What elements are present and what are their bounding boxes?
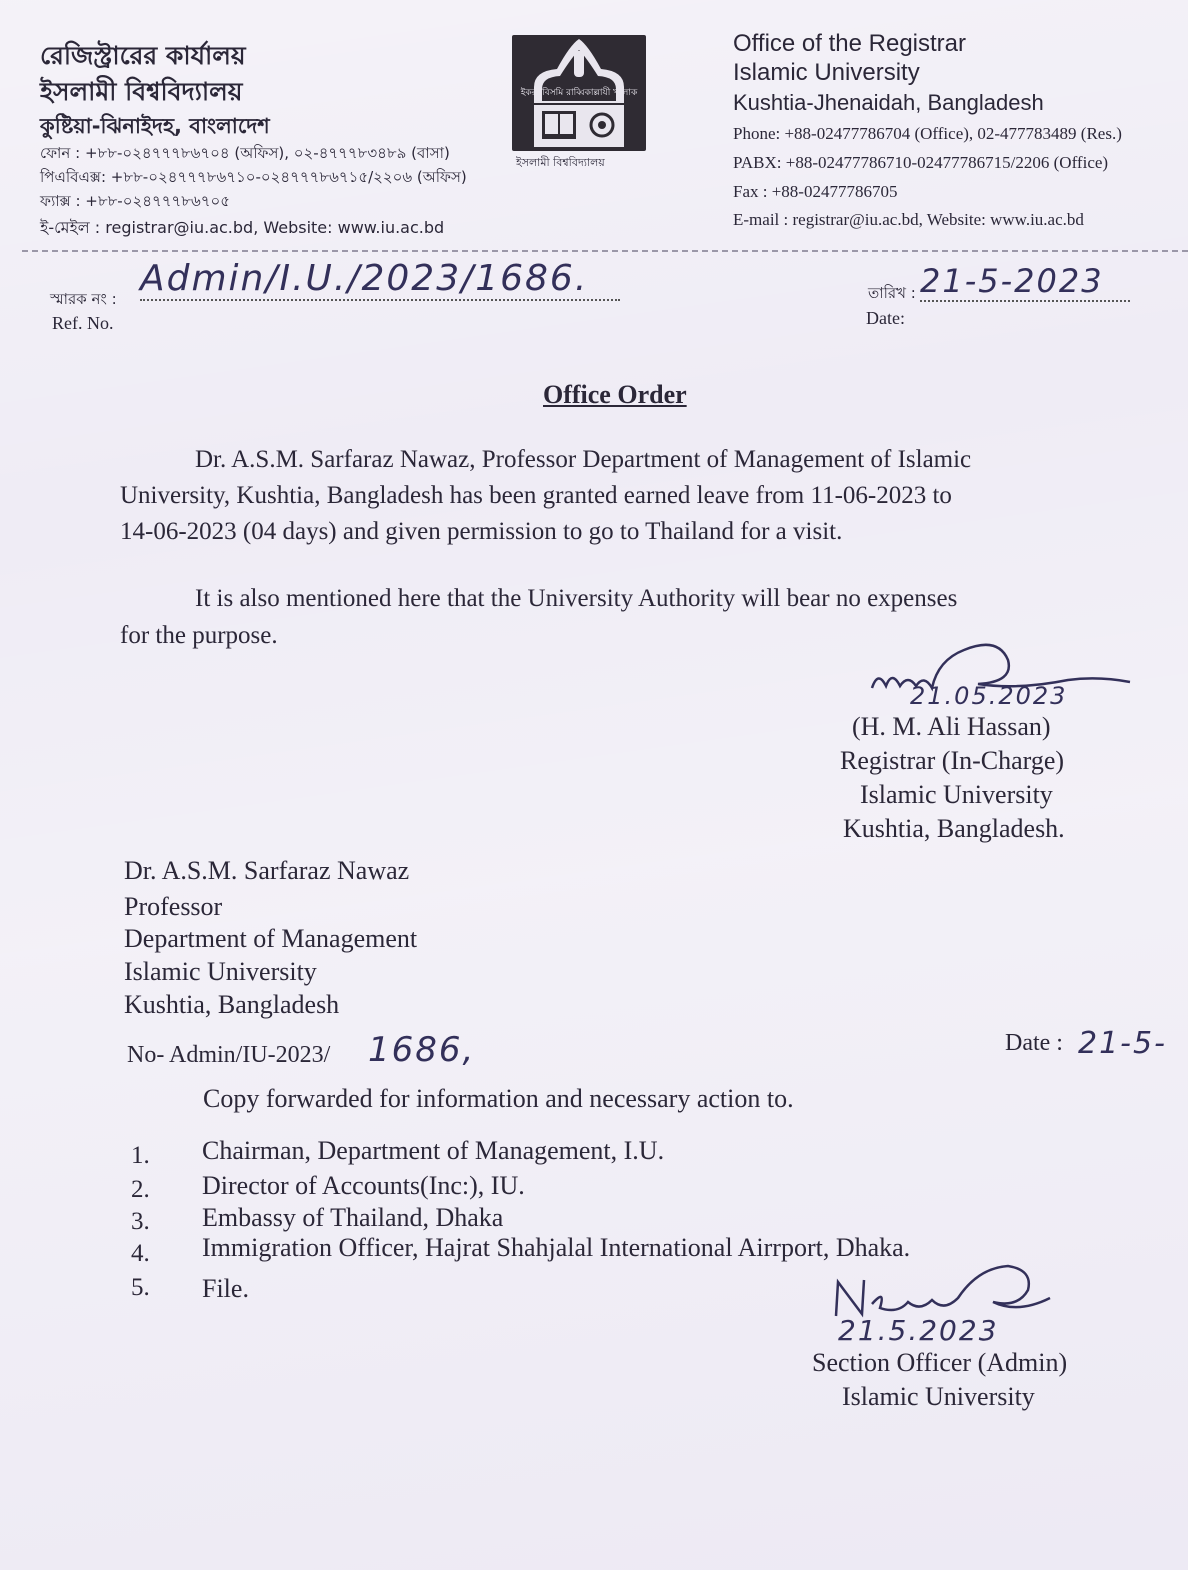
list-item-text: Chairman, Department of Management, I.U.	[202, 1136, 665, 1165]
list-item-number: 5.	[131, 1274, 150, 1301]
list-item	[131, 1142, 150, 1170]
university-crest-logo	[512, 35, 646, 151]
forwarding-date-label: Date :	[1005, 1030, 1063, 1056]
header-bn-office: রেজিস্ট্রারের কার্যালয়	[40, 41, 246, 70]
crest-emblem-icon	[512, 35, 646, 151]
list-item-text: Immigration Officer, Hajrat Shahjalal International Airrport, Dhaka.	[202, 1233, 911, 1262]
paragraph-1-line-2: University, Kushtia, Bangladesh has been granted earned leave from 11-06-2023 to	[120, 482, 952, 509]
header-bn-university: ইসলামী বিশ্ববিদ্যালয়	[40, 77, 243, 106]
list-item	[202, 1203, 503, 1233]
list-item-text: Director of Accounts(Inc:), IU.	[202, 1171, 525, 1200]
list-item	[202, 1233, 910, 1263]
header-en-location: Kushtia-Jhenaidah, Bangladesh	[733, 90, 1044, 115]
list-item-number: 3.	[131, 1208, 150, 1235]
office-order-title: Office Order	[543, 380, 687, 409]
header-en-fax: Fax : +88-02477786705	[733, 182, 898, 201]
list-item-text: Embassy of Thailand, Dhaka	[202, 1203, 504, 1232]
crest-caption: ইসলামী বিশ্ববিদ্যালয়	[516, 156, 605, 169]
forwarding-number-handwritten: 1686,	[368, 1030, 476, 1070]
header-bn-phone: ফোন : +৮৮-০২৪৭৭৭৮৬৭০৪ (অফিস), ০২-৪৭৭৭৮৩৪৮৯ (বাসা)	[40, 144, 450, 162]
ref-number-handwritten: Admin/I.U./2023/1686.	[140, 258, 620, 301]
addressee-name: Dr. A.S.M. Sarfaraz Nawaz	[124, 856, 410, 885]
list-item	[131, 1208, 150, 1236]
list-item	[131, 1240, 150, 1268]
addressee-location: Kushtia, Bangladesh	[124, 990, 340, 1019]
paragraph-1-line-3: 14-06-2023 (04 days) and given permission to go to Thailand for a visit.	[120, 518, 843, 545]
header-bn-email: ই-মেইল : registrar@iu.ac.bd, Website: www.iu.ac.bd	[40, 218, 445, 237]
section-officer-signature-date: 21.5.2023	[838, 1314, 999, 1347]
registrar-signature-date: 21.05.2023	[910, 682, 1068, 710]
paragraph-1-line-1: Dr. A.S.M. Sarfaraz Nawaz, Professor Department of Management of Islamic	[195, 446, 972, 473]
section-officer-title: Section Officer (Admin)	[812, 1348, 1068, 1377]
header-bn-fax: ফ্যাক্স : +৮৮-০২৪৭৭৭৮৬৭০৫	[40, 192, 230, 210]
date-label-en: Date:	[866, 308, 905, 328]
list-item	[202, 1171, 525, 1201]
header-en-office: Office of the Registrar	[733, 30, 966, 57]
list-item-number: 2.	[131, 1176, 150, 1203]
header-en-email: E-mail : registrar@iu.ac.bd, Website: www.iu.ac.bd	[733, 210, 1084, 229]
header-en-phone: Phone: +88-02477786704 (Office), 02-477783489 (Res.)	[733, 124, 1122, 143]
list-item-number: 4.	[131, 1240, 150, 1267]
header-bn-pabx: পিএবিএক্স: +৮৮-০২৪৭৭৭৮৬৭১০-০২৪৭৭৭৮৬৭১৫/২২০৬ (অফিস)	[40, 168, 467, 186]
list-item	[131, 1274, 150, 1302]
date-handwritten: 21-5-2023	[920, 262, 1130, 302]
list-item	[131, 1176, 150, 1204]
registrar-place: Kushtia, Bangladesh.	[843, 814, 1065, 843]
addressee-university: Islamic University	[124, 957, 317, 986]
list-item	[202, 1274, 249, 1304]
forwarding-date-handwritten: 21-5-	[1078, 1026, 1167, 1061]
addressee-department: Department of Management	[124, 924, 418, 953]
header-bn-location: কুষ্টিয়া-ঝিনাইদহ, বাংলাদেশ	[40, 114, 270, 138]
paragraph-2-line-2: for the purpose.	[120, 622, 278, 649]
registrar-org: Islamic University	[860, 780, 1053, 809]
list-item-text: File.	[202, 1274, 249, 1303]
header-divider	[22, 250, 1188, 252]
forwarding-number-prefix: No- Admin/IU-2023/	[127, 1042, 331, 1068]
list-item-number: 1.	[131, 1142, 150, 1169]
registrar-name: (H. M. Ali Hassan)	[852, 712, 1051, 741]
addressee-designation: Professor	[124, 892, 223, 921]
header-en-pabx: PABX: +88-02477786710-02477786715/2206 (Office)	[733, 153, 1109, 172]
date-label-bn: তারিখ :	[868, 284, 916, 302]
forwarding-intro: Copy forwarded for information and necessary action to.	[203, 1084, 794, 1113]
section-officer-org: Islamic University	[842, 1382, 1035, 1411]
ref-label-bn: স্মারক নং :	[50, 290, 117, 308]
svg-text:ইকরা বিসমি রাব্বিকাল্লাযী খালা: ইকরা বিসমি রাব্বিকাল্লাযী খালাক	[520, 88, 638, 98]
ref-label-en: Ref. No.	[52, 313, 114, 333]
list-item	[202, 1136, 664, 1166]
registrar-title: Registrar (In-Charge)	[840, 746, 1065, 775]
paragraph-2-line-1: It is also mentioned here that the University Authority will bear no expenses	[195, 585, 958, 612]
header-en-university: Islamic University	[733, 59, 920, 86]
